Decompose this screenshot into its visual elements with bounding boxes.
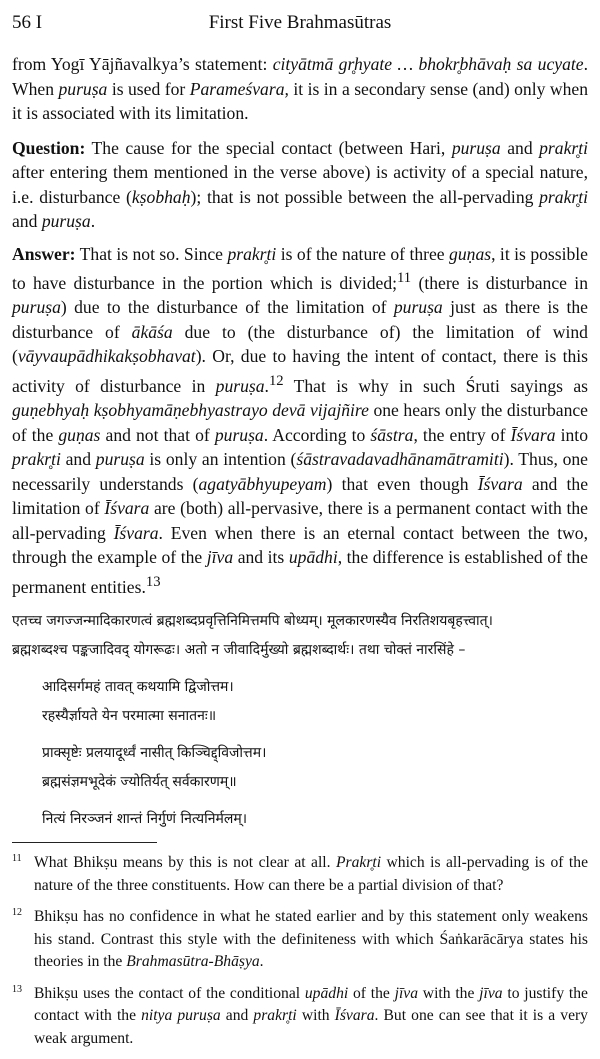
question-label: Question: xyxy=(12,137,86,158)
footnote-mark: 12 xyxy=(12,907,22,918)
verse-line: आदिसर्गमहं तावत् कथयामि द्विजोत्तम। xyxy=(42,679,234,696)
page-number: 56 I xyxy=(12,12,43,33)
page-header xyxy=(12,6,588,40)
footnote: 11 What Bhikṣu means by this is not clear at all. Prakr̥ti which is all-pervading is of the nature of the three constituents. How can there be a partial division of that? xyxy=(12,852,588,897)
verse-line: रहस्यैर्ज्ञायते येन परमात्मा सनातनः॥ xyxy=(42,708,217,725)
sanskrit-verse xyxy=(42,673,588,834)
verse-line: प्राक्सृष्टेः प्रलयादूर्ध्वं नासीत् किञ्चिद्द्विजोत्तम। xyxy=(42,745,267,762)
sanskrit-prose xyxy=(12,607,588,665)
question-paragraph: Question: The cause for the special contact (between Hari, puruṣa and prakr̥ti after entering them mentioned in the verse above) is activity of a special nature, i.e. disturbance (kṣobhaḥ); that is not possible between the all-pervading prakr̥ti and puruṣa. xyxy=(12,137,588,231)
footnotes xyxy=(12,852,588,1059)
sanskrit-prose-line: ब्रह्मशब्दश्च पङ्कजादिवद् योगरूढः। अतो न जीवादिर्मुख्यो ब्रह्मशब्दार्थः। तथा चोक्तं नारसिंहे – xyxy=(12,642,466,659)
footnote-ref: 13 xyxy=(145,573,161,590)
footnote-divider xyxy=(12,842,157,843)
footnote-mark: 11 xyxy=(12,853,22,864)
footnote: 13 Bhikṣu uses the contact of the conditional upādhi of the jīva with the jīva to justify the contact with the nitya puruṣa and prakr̥ti with Īśvara. But one can see that it is a very weak argument. xyxy=(12,983,588,1051)
verse-line: ब्रह्मसंज्ञमभूदेकं ज्योतिर्यत् सर्वकारणम्॥ xyxy=(42,774,237,791)
verse-line: नित्यं निरञ्जनं शान्तं निर्गुणं नित्यनिर्मलम्। xyxy=(42,811,248,828)
footnote: 12 Bhikṣu has no confidence in what he stated earlier and by this statement only weakens his stand. Contrast this style with the definiteness with which Śaṅkarācārya states his theories in the Brahmasūtra-Bhāṣya. xyxy=(12,906,588,974)
footnote-ref: 12 xyxy=(268,372,284,389)
answer-label: Answer: xyxy=(12,243,76,264)
footnote-mark: 13 xyxy=(12,983,22,995)
sanskrit-prose-line: एतच्च जगज्जन्मादिकारणत्वं ब्रह्मशब्दप्रवृत्तिनिमित्तमपि बोध्यम्। मूलकारणस्यैव निरतिशयबृहत्त्वात्। xyxy=(12,613,493,630)
footnote-ref: 11 xyxy=(397,270,412,286)
running-title: First Five Brahmasūtras xyxy=(208,12,392,33)
intro-paragraph: from Yogī Yājñavalkya’s statement: cityātmā gr̥hyate … bhokr̥bhāvaḥ sa ucyate. When puruṣa is used for Parameśvara, it is in a secondary sense (and) only when it is associated with its limitation. xyxy=(12,54,588,123)
body-text xyxy=(12,52,588,834)
answer-paragraph: Answer: That is not so. Since prakr̥ti is of the nature of three guṇas, it is possible to have disturbance in the portion which is divided;$^{11}$ (there is disturbance in puruṣa) due to the disturbance of the limitation of puruṣa just as there is the disturbance of ākāśa due to (the disturbance of) the limitation of wind (vāyvaupādhikakṣobhavat). Or, due to having the intent of contact, there is this activity of disturbance in puruṣa.$^{12}$ That is why in such Śruti sayings as guṇebhyaḥ kṣobhyamāṇebhyastrayo devā vijajñire one hears only the disturbance of the guṇas and not that of puruṣa. According to śāstra, the entry of Īśvara into prakr̥ti and puruṣa is only an intention (śāstravadavadhānamātramiti). Thus, one necessarily understands (agatyābhyupeyam) that even though Īśvara and the limitation of Īśvara are (both) all-pervasive, there is a permanent contact with the all-pervading Īśvara. Even when there is an eternal contact between the two, through the example of the jīva and its upādhi, the difference is established of the permanent entities.$^{13}$ xyxy=(12,243,589,597)
